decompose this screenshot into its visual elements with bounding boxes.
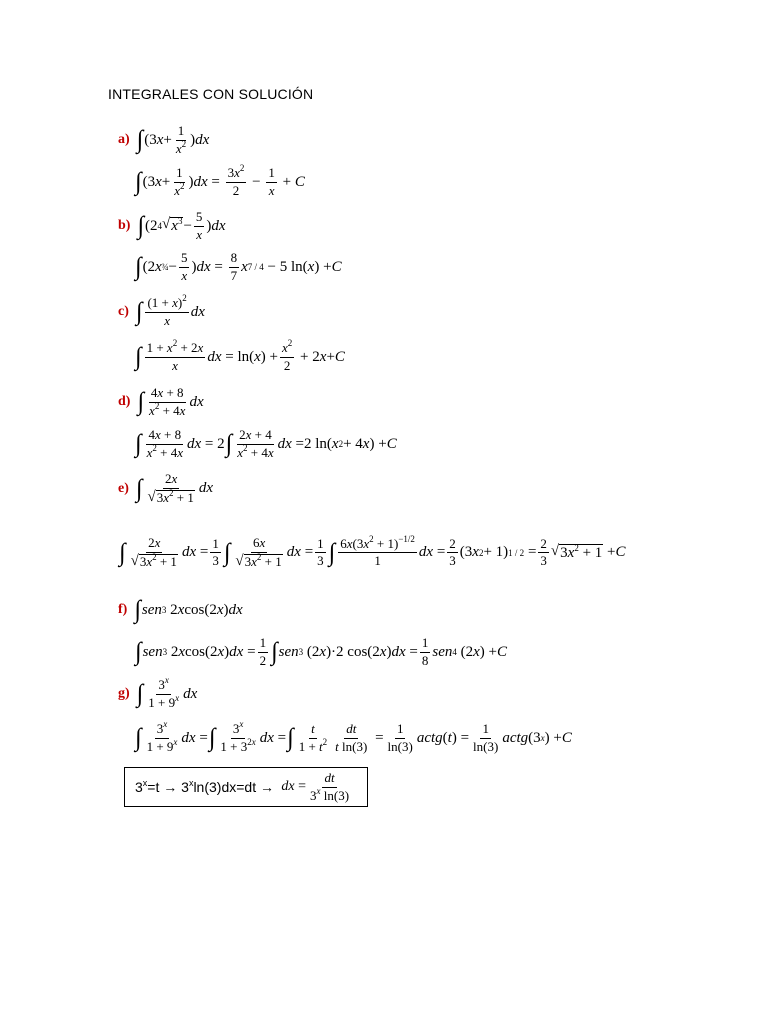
label-e: e) [118,480,129,496]
problem-a: a) ∫ (3 x + $\frac{1}{x^2}$ ) dx [118,123,210,156]
solution-g: ∫ $\frac{3^x}{1 + 9^x}$ dx = ∫ $\frac{3^x}{1 + 3^{2x}}$ dx = ∫ $\frac{t}{1 + t^2}$ $\frac{dt}{\text{t ln(3)}}$ = $\frac{1}{\ln(3)}$ actg ( t ) = $\frac{1}{\ln(3)}$ actg (3 x ) + C [135,719,572,754]
solution-f: ∫ sen 3 2 x cos(2 x ) dx = $\frac{1}{2}$ ∫ sen 3 (2 x )·2 cos(2 x ) dx = $\frac{1}{8}$ sen 4 (2 x ) + C [135,635,508,668]
label-d: d) [118,394,131,410]
solution-c: ∫ $\frac{1 + x^2 + 2x}{x}$ dx = ln( x ) + $\frac{x^2}{2}$ + 2 x + C [135,338,345,373]
substitution-box: $3^x=t \to 3^x\ln(3)dx=dt$ → dx = $\frac{dt}{3^x \ln(3)}$ [124,767,368,807]
problem-b: b) ∫ (2 4 √ $x^3$ − $\frac{5}{x}$ ) dx [118,209,226,242]
problem-d: d) ∫ $\frac{4x + 8}{x^2 + 4x}$ dx [118,385,204,418]
label-b: b) [118,218,131,234]
label-g: g) [118,686,130,702]
problem-e: e) ∫ 2x √ $3x^2 + 1$ dx [118,471,213,505]
page-title: INTEGRALES CON SOLUCIÓN [108,86,314,102]
solution-e: ∫ 2x √ $3x^2 + 1$ dx = $\frac{1}{3}$ ∫ 6x √ $3x^2 + 1$ dx = $\frac{1}{3}$ ∫ $\frac{6x(3x^2 + 1)^{-1/2}}{1}$ dx = $\frac{2}{3}$ (3 x 2 + 1) 1 / 2 = $\frac{2}{3}$ √ $3x^2 + 1$ + C [119,533,626,569]
label-c: c) [118,304,129,320]
solution-a: ∫ (3 x + $\frac{1}{x^2}$ ) dx = $\frac{3x^2}{2}$ − $\frac{1}{x}$ + C [135,163,305,198]
problem-c: c) ∫ $\frac{(1 + x)^2}{x}$ dx [118,293,205,328]
solution-b: ∫ (2 x ¾ − $\frac{5}{x}$ ) dx = $\frac{8}{7}$ x 7 / 4 − 5 ln( x ) + C [135,250,342,283]
label-a: a) [118,132,130,148]
label-f: f) [118,602,128,617]
problem-g: g) ∫ $\frac{3^x}{1 + 9^x}$ dx [118,675,198,710]
solution-d: ∫ $\frac{4x + 8}{x^2 + 4x}$ dx = 2 ∫ $\frac{2x + 4}{x^2 + 4x}$ dx =2 ln( x 2 + 4 x ) + C [135,427,397,460]
problem-f: f) ∫ sen 3 2 x cos(2 x ) dx [118,596,243,624]
